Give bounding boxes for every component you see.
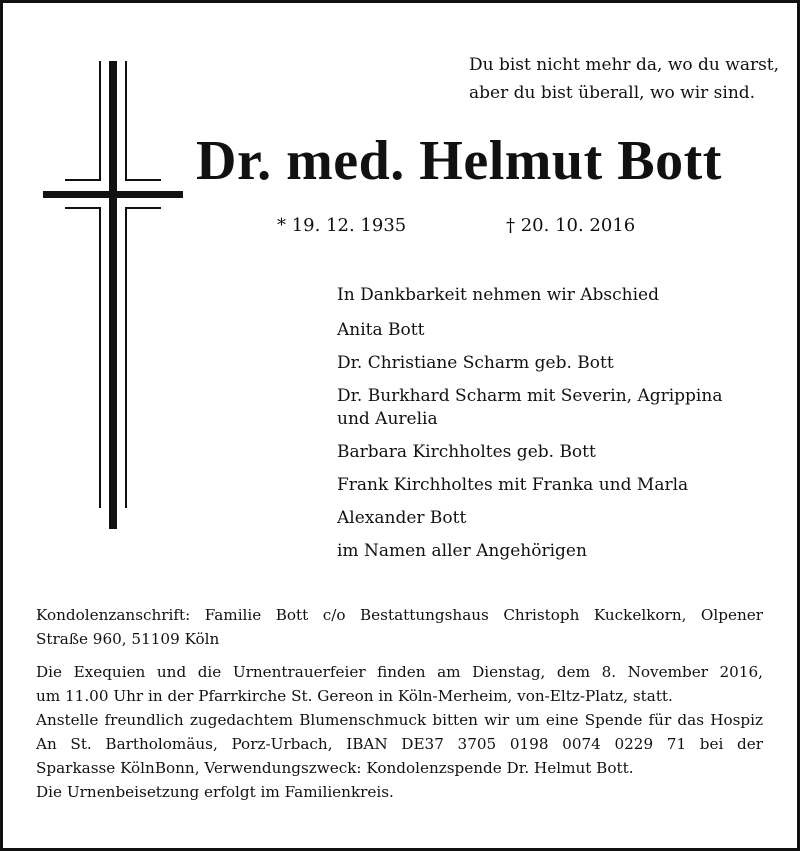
death-date: † 20. 10. 2016 — [506, 215, 636, 236]
mourner-alexander: Alexander Bott — [337, 508, 467, 528]
deceased-name: Dr. med. Helmut Bott — [196, 130, 722, 192]
service-line-5: Sparkasse KölnBonn, Verwendungszweck: Kondolenzspende Dr. Helmut Bott. — [36, 759, 634, 777]
service-line-6: Die Urnenbeisetzung erfolgt im Familienkreis. — [36, 783, 394, 801]
service-line-3: Anstelle freundlich zugedachtem Blumenschmuck bitten wir um eine Spende für das Hospiz — [36, 711, 763, 729]
quote-line-2: aber du bist überall, wo wir sind. — [469, 83, 756, 103]
mourner-burkhard: Dr. Burkhard Scharm mit Severin, Agrippina — [337, 386, 723, 406]
condolence-line-1: Kondolenzanschrift: Familie Bott c/o Bestattungshaus Christoph Kuckelkorn, Olpener — [36, 606, 763, 624]
mourner-christiane: Dr. Christiane Scharm geb. Bott — [337, 353, 614, 373]
farewell-heading: In Dankbarkeit nehmen wir Abschied — [337, 285, 660, 305]
mourner-all-relatives: im Namen aller Angehörigen — [337, 541, 587, 561]
memorial-quote — [469, 51, 779, 107]
mourner-frank: Frank Kirchholtes mit Franka und Marla — [337, 475, 689, 495]
condolence-address — [36, 603, 763, 651]
mourner-anita: Anita Bott — [337, 320, 425, 340]
service-line-2: um 11.00 Uhr in der Pfarrkirche St. Gereon in Köln-Merheim, von-Eltz-Platz, statt. — [36, 687, 673, 705]
condolence-line-2: Straße 960, 51109 Köln — [36, 630, 220, 648]
mourner-barbara: Barbara Kirchholtes geb. Bott — [337, 442, 596, 462]
service-line-1: Die Exequien und die Urnentrauerfeier finden am Dienstag, dem 8. November 2016, — [36, 663, 763, 681]
mourners-list — [337, 284, 767, 573]
service-line-4: An St. Bartholomäus, Porz-Urbach, IBAN DE37 3705 0198 0074 0229 71 bei der — [36, 735, 763, 753]
birth-date: * 19. 12. 1935 — [277, 215, 407, 236]
service-details — [36, 660, 763, 804]
mourner-burkhard-cont: und Aurelia — [337, 409, 438, 429]
quote-line-1: Du bist nicht mehr da, wo du warst, — [469, 55, 780, 75]
cross-icon — [43, 61, 183, 529]
